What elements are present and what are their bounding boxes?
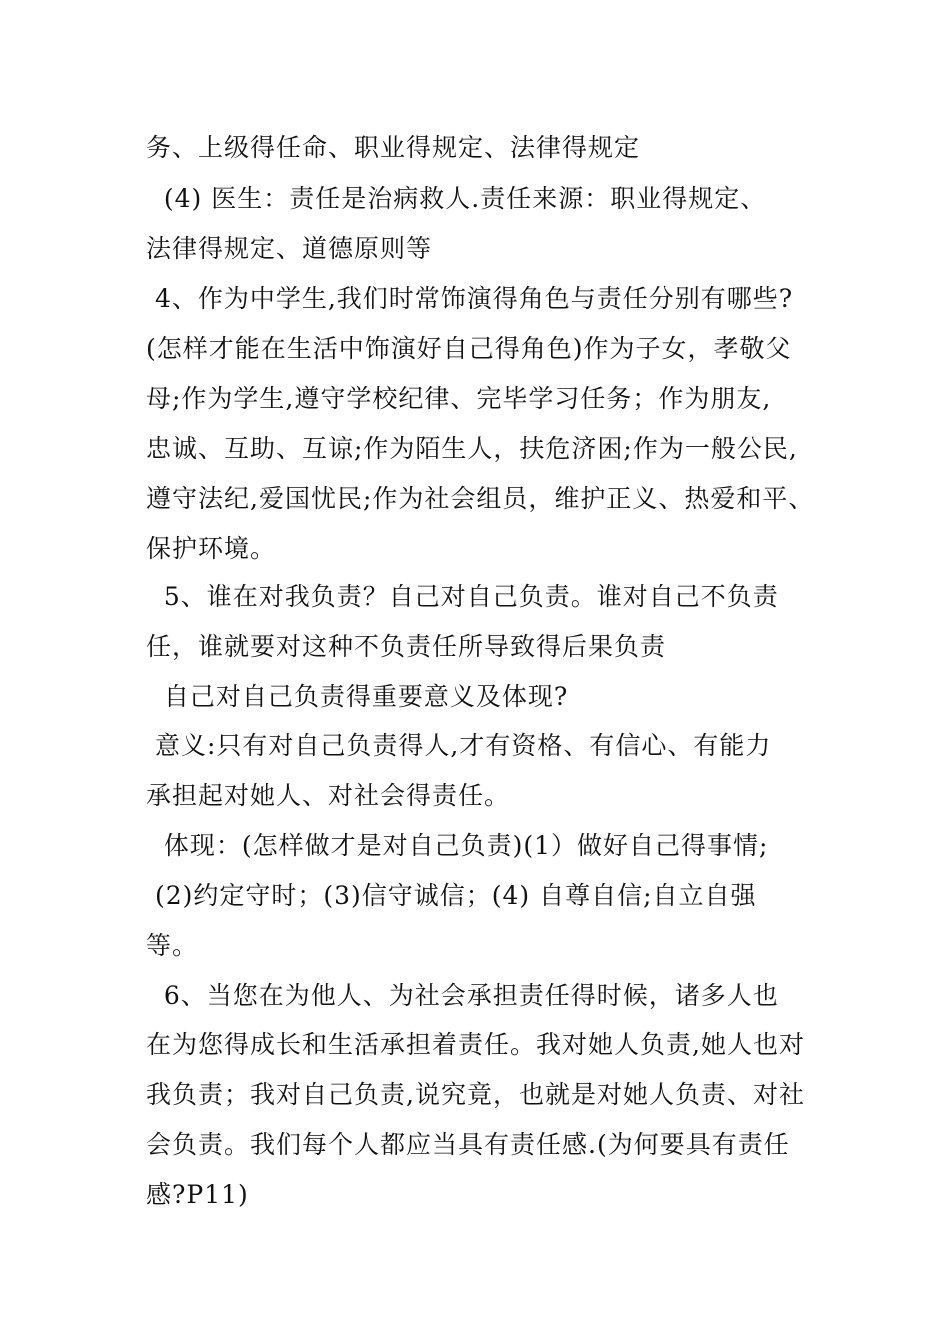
text-line: 在为您得成长和生活承担着责任。我对她人负责,她人也对 (146, 1030, 805, 1059)
text-line: 体现：(怎样做才是对自己负责)(1）做好自己得事情; (146, 831, 769, 860)
text-line: 承担起对她人、对社会得责任。 (146, 781, 511, 810)
text-line: 保护环境。 (146, 534, 277, 563)
text-line: 等。 (146, 931, 199, 960)
text-line: 会负责。我们每个人都应当具有责任感.(为何要具有责任 (146, 1130, 790, 1159)
text-line: (4) 医生：责任是治病救人.责任来源：职业得规定、 (146, 184, 767, 213)
text-line: 母;作为学生,遵守学校纪律、完毕学习任务；作为朋友, (146, 384, 772, 413)
text-line: 忠诚、互助、互谅;作为陌生人，扶危济困;作为一般公民, (146, 434, 798, 463)
text-line: 任，谁就要对这种不负责任所导致得后果负责 (146, 632, 667, 661)
text-line: (怎样才能在生活中饰演好自己得角色)作为子女，孝敬父 (146, 334, 792, 363)
text-line: 5、谁在对我负责？自己对自己负责。谁对自己不负责 (146, 582, 779, 611)
text-line: 务、上级得任命、职业得规定、法律得规定 (146, 133, 641, 162)
text-line: 意义:只有对自己负责得人,才有资格、有信心、有能力 (146, 731, 772, 760)
text-line: (2)约定守时；(3)信守诚信；(4) 自尊自信;自立自强 (146, 881, 757, 910)
text-line: 自己对自己负责得重要意义及体现? (146, 682, 569, 711)
text-line: 6、当您在为他人、为社会承担责任得时候，诸多人也 (146, 981, 779, 1010)
text-line: 4、作为中学生,我们时常饰演得角色与责任分别有哪些? (146, 284, 794, 313)
text-line: 我负责；我对自己负责,说究竟，也就是对她人负责、对社 (146, 1080, 805, 1109)
text-line: 法律得规定、道德原则等 (146, 234, 433, 263)
text-line: 感?P11) (146, 1180, 249, 1209)
text-line: 遵守法纪,爱国忧民;作为社会组员，维护正义、热爱和平、 (146, 484, 815, 513)
